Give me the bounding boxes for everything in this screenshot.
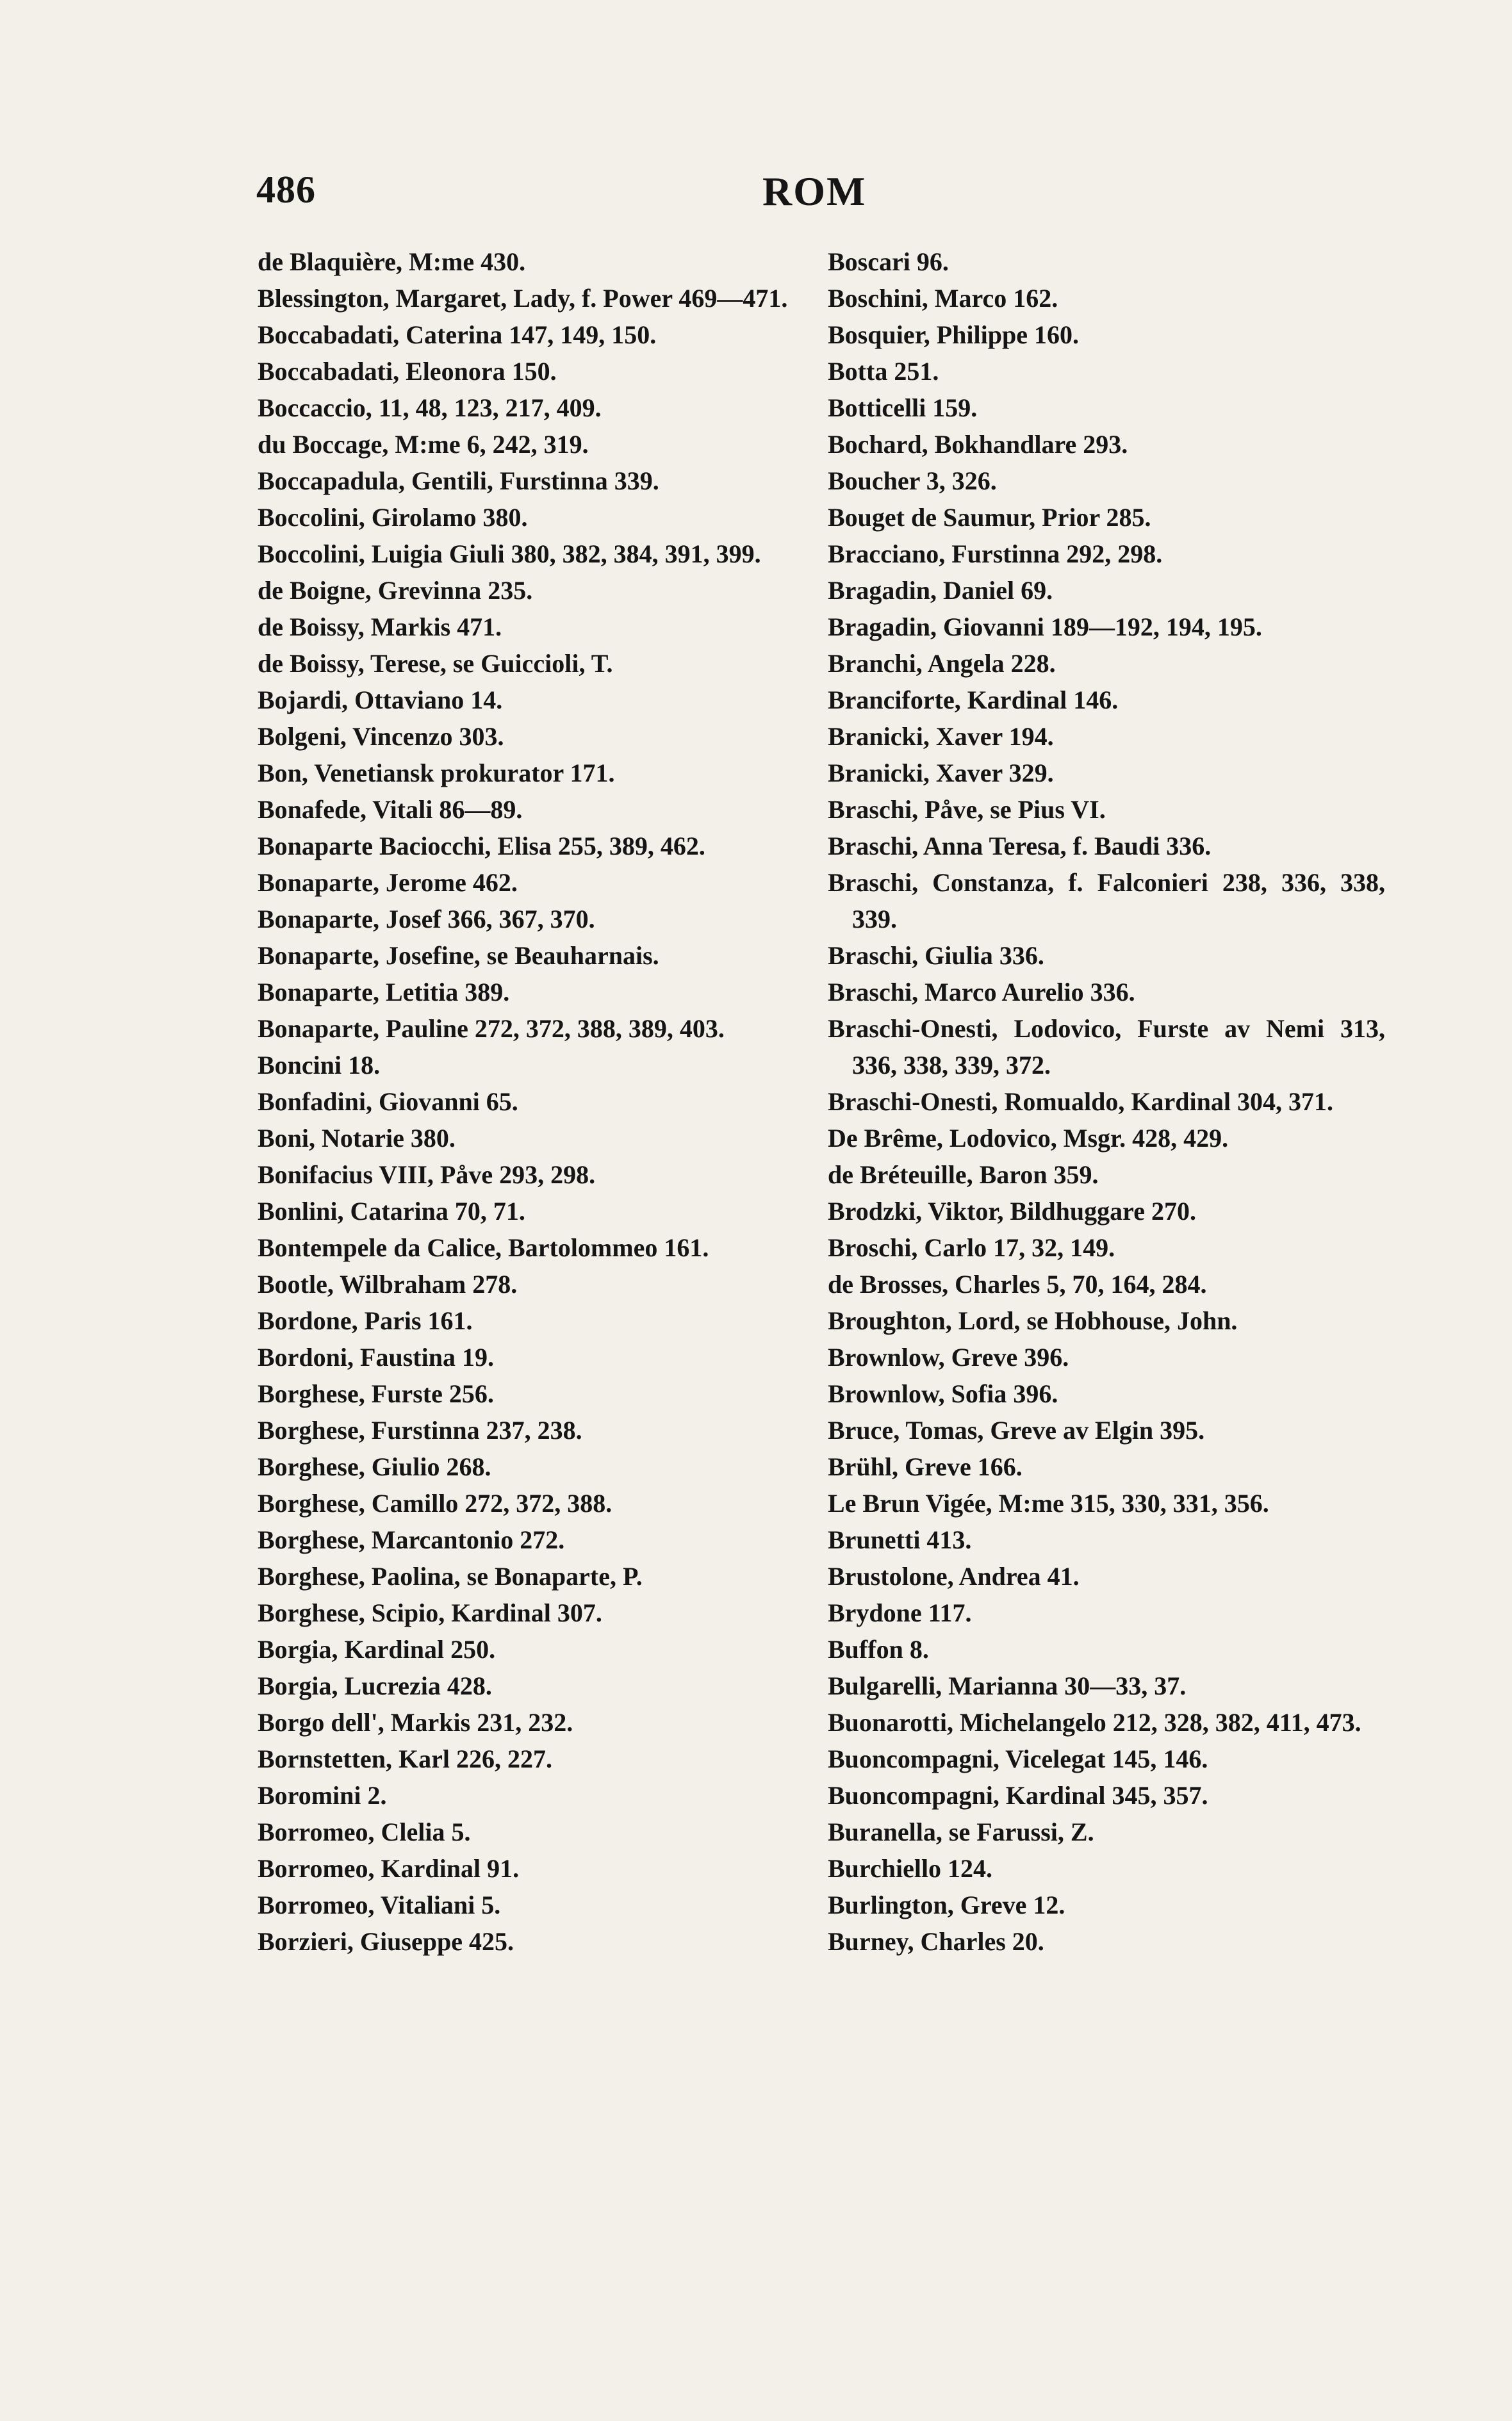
- index-entry: Bordone, Paris 161.: [258, 1306, 473, 1335]
- index-entry: Boucher 3, 326.: [828, 466, 997, 495]
- index-entry: Buoncompagni, Kardinal 345, 357.: [828, 1781, 1208, 1810]
- index-entry: Bouget de Saumur, Prior 285.: [828, 503, 1151, 532]
- index-entry: Bonaparte, Pauline 272, 372, 388, 389, 403.: [258, 1014, 725, 1043]
- index-entry: Botta 251.: [828, 357, 939, 386]
- index-entry: Borromeo, Vitaliani 5.: [258, 1891, 501, 1919]
- index-entry: Brunetti 413.: [828, 1525, 972, 1554]
- index-entry: Bonaparte, Letitia 389.: [258, 978, 510, 1006]
- index-entry: Boromini 2.: [258, 1781, 387, 1810]
- index-entry: Bornstetten, Karl 226, 227.: [258, 1744, 552, 1773]
- index-entry: Braschi, Giulia 336.: [828, 941, 1044, 970]
- index-entry: Borgia, Kardinal 250.: [258, 1635, 496, 1664]
- index-entry: de Brosses, Charles 5, 70, 164, 284.: [828, 1270, 1207, 1299]
- index-entry: Brustolone, Andrea 41.: [828, 1562, 1080, 1591]
- index-entry: Boscari 96.: [828, 247, 949, 276]
- index-entry: Borghese, Marcantonio 272.: [258, 1525, 565, 1554]
- index-entry: Bonafede, Vitali 86—89.: [258, 795, 523, 824]
- page-title: ROM: [762, 168, 867, 214]
- index-entry: Bonifacius VIII, Påve 293, 298.: [258, 1160, 596, 1189]
- index-entry: Bon, Venetiansk prokurator 171.: [258, 759, 615, 787]
- index-entry: Le Brun Vigée, M:me 315, 330, 331, 356.: [828, 1489, 1269, 1518]
- index-entry: Burlington, Greve 12.: [828, 1891, 1065, 1919]
- index-entry: Boncini 18.: [258, 1051, 381, 1079]
- index-entry: Braschi, Anna Teresa, f. Baudi 336.: [828, 832, 1212, 860]
- index-entry: Bruce, Tomas, Greve av Elgin 395.: [828, 1416, 1205, 1445]
- index-entry: Braschi, Påve, se Pius VI.: [828, 795, 1106, 824]
- index-entry: Bolgeni, Vincenzo 303.: [258, 722, 504, 751]
- index-entry: Brownlow, Sofia 396.: [828, 1379, 1058, 1408]
- index-entry: de Boigne, Grevinna 235.: [258, 576, 533, 605]
- index-entry: Borzieri, Giuseppe 425.: [258, 1927, 514, 1956]
- index-entry: de Blaquière, M:me 430.: [258, 247, 526, 276]
- index-entry: Bojardi, Ottaviano 14.: [258, 685, 503, 714]
- index-entry: De Brême, Lodovico, Msgr. 428, 429.: [828, 1124, 1229, 1153]
- index-entry: Buonarotti, Michelangelo 212, 328, 382, 411, 473.: [828, 1708, 1361, 1737]
- index-entry: Bonaparte, Jerome 462.: [258, 868, 518, 897]
- index-entry: Burchiello 124.: [828, 1854, 993, 1883]
- index-entry: Buranella, se Farussi, Z.: [828, 1818, 1094, 1846]
- index-entry: de Boissy, Terese, se Guiccioli, T.: [258, 649, 613, 678]
- index-entry: Brownlow, Greve 396.: [828, 1343, 1069, 1372]
- index-entry: Branicki, Xaver 194.: [828, 722, 1054, 751]
- index-entry: Buoncompagni, Vicelegat 145, 146.: [828, 1744, 1208, 1773]
- index-entry: Braschi, Constanza, f. Falconieri 238, 336, 338, 339.: [828, 868, 1385, 933]
- index-entry: Bonaparte, Josefine, se Beauharnais.: [258, 941, 659, 970]
- index-column-left: [258, 243, 815, 1960]
- index-entry: Braschi-Onesti, Lodovico, Furste av Nemi 313, 336, 338, 339, 372.: [828, 1014, 1385, 1079]
- index-entry: Bordoni, Faustina 19.: [258, 1343, 494, 1372]
- index-entry: Boni, Notarie 380.: [258, 1124, 456, 1153]
- index-entry: Borromeo, Clelia 5.: [258, 1818, 471, 1846]
- index-entry: Boccapadula, Gentili, Furstinna 339.: [258, 466, 659, 495]
- index-entry: Bonfadini, Giovanni 65.: [258, 1087, 518, 1116]
- index-entry: Borghese, Paolina, se Bonaparte, P.: [258, 1562, 643, 1591]
- index-entry: Borghese, Scipio, Kardinal 307.: [258, 1598, 602, 1627]
- index-entry: Borromeo, Kardinal 91.: [258, 1854, 520, 1883]
- index-entry: Brodzki, Viktor, Bildhuggare 270.: [828, 1197, 1196, 1226]
- index-entry: Bosquier, Philippe 160.: [828, 320, 1079, 349]
- index-entry: Braschi-Onesti, Romualdo, Kardinal 304, 371.: [828, 1087, 1333, 1116]
- index-entry: Bonaparte Baciocchi, Elisa 255, 389, 462.: [258, 832, 705, 860]
- index-entry: Bracciano, Furstinna 292, 298.: [828, 539, 1163, 568]
- index-entry: Borghese, Giulio 268.: [258, 1452, 491, 1481]
- index-entry: Brydone 117.: [828, 1598, 972, 1627]
- index-entry: Borgo dell', Markis 231, 232.: [258, 1708, 573, 1737]
- index-entry: Borghese, Furstinna 237, 238.: [258, 1416, 582, 1445]
- index-entry: Bochard, Bokhandlare 293.: [828, 430, 1128, 459]
- index-entry: Bonaparte, Josef 366, 367, 370.: [258, 905, 595, 933]
- index-entry: Borghese, Camillo 272, 372, 388.: [258, 1489, 612, 1518]
- index-entry: Branchi, Angela 228.: [828, 649, 1056, 678]
- index-entry: Bonlini, Catarina 70, 71.: [258, 1197, 525, 1226]
- index-entry: Boccolini, Girolamo 380.: [258, 503, 528, 532]
- index-entry: Boschini, Marco 162.: [828, 284, 1058, 313]
- index-entry: Bragadin, Daniel 69.: [828, 576, 1053, 605]
- index-column-right: [828, 243, 1385, 1960]
- index-entry: Boccolini, Luigia Giuli 380, 382, 384, 391, 399.: [258, 539, 761, 568]
- index-entry: du Boccage, M:me 6, 242, 319.: [258, 430, 589, 459]
- index-entry: Bontempele da Calice, Bartolommeo 161.: [258, 1233, 709, 1262]
- index-entry: Bragadin, Giovanni 189—192, 194, 195.: [828, 612, 1262, 641]
- index-entry: Branicki, Xaver 329.: [828, 759, 1054, 787]
- index-entry: de Bréteuille, Baron 359.: [828, 1160, 1099, 1189]
- index-entry: Brühl, Greve 166.: [828, 1452, 1023, 1481]
- index-entry: Broughton, Lord, se Hobhouse, John.: [828, 1306, 1238, 1335]
- index-entry: Branciforte, Kardinal 146.: [828, 685, 1119, 714]
- index-entry: Boccabadati, Eleonora 150.: [258, 357, 557, 386]
- index-entry: Borghese, Furste 256.: [258, 1379, 494, 1408]
- index-entry: Blessington, Margaret, Lady, f. Power 469—471.: [258, 284, 788, 313]
- index-entry: Braschi, Marco Aurelio 336.: [828, 978, 1135, 1006]
- index-entry: de Boissy, Markis 471.: [258, 612, 502, 641]
- index-entry: Broschi, Carlo 17, 32, 149.: [828, 1233, 1115, 1262]
- index-entry: Bootle, Wilbraham 278.: [258, 1270, 518, 1299]
- index-entry: Buffon 8.: [828, 1635, 929, 1664]
- index-entry: Botticelli 159.: [828, 393, 978, 422]
- page-number: 486: [256, 168, 316, 211]
- index-entry: Borgia, Lucrezia 428.: [258, 1671, 492, 1700]
- index-entry: Bulgarelli, Marianna 30—33, 37.: [828, 1671, 1187, 1700]
- index-entry: Boccaccio, 11, 48, 123, 217, 409.: [258, 393, 602, 422]
- index-entry: Burney, Charles 20.: [828, 1927, 1044, 1956]
- index-entry: Boccabadati, Caterina 147, 149, 150.: [258, 320, 657, 349]
